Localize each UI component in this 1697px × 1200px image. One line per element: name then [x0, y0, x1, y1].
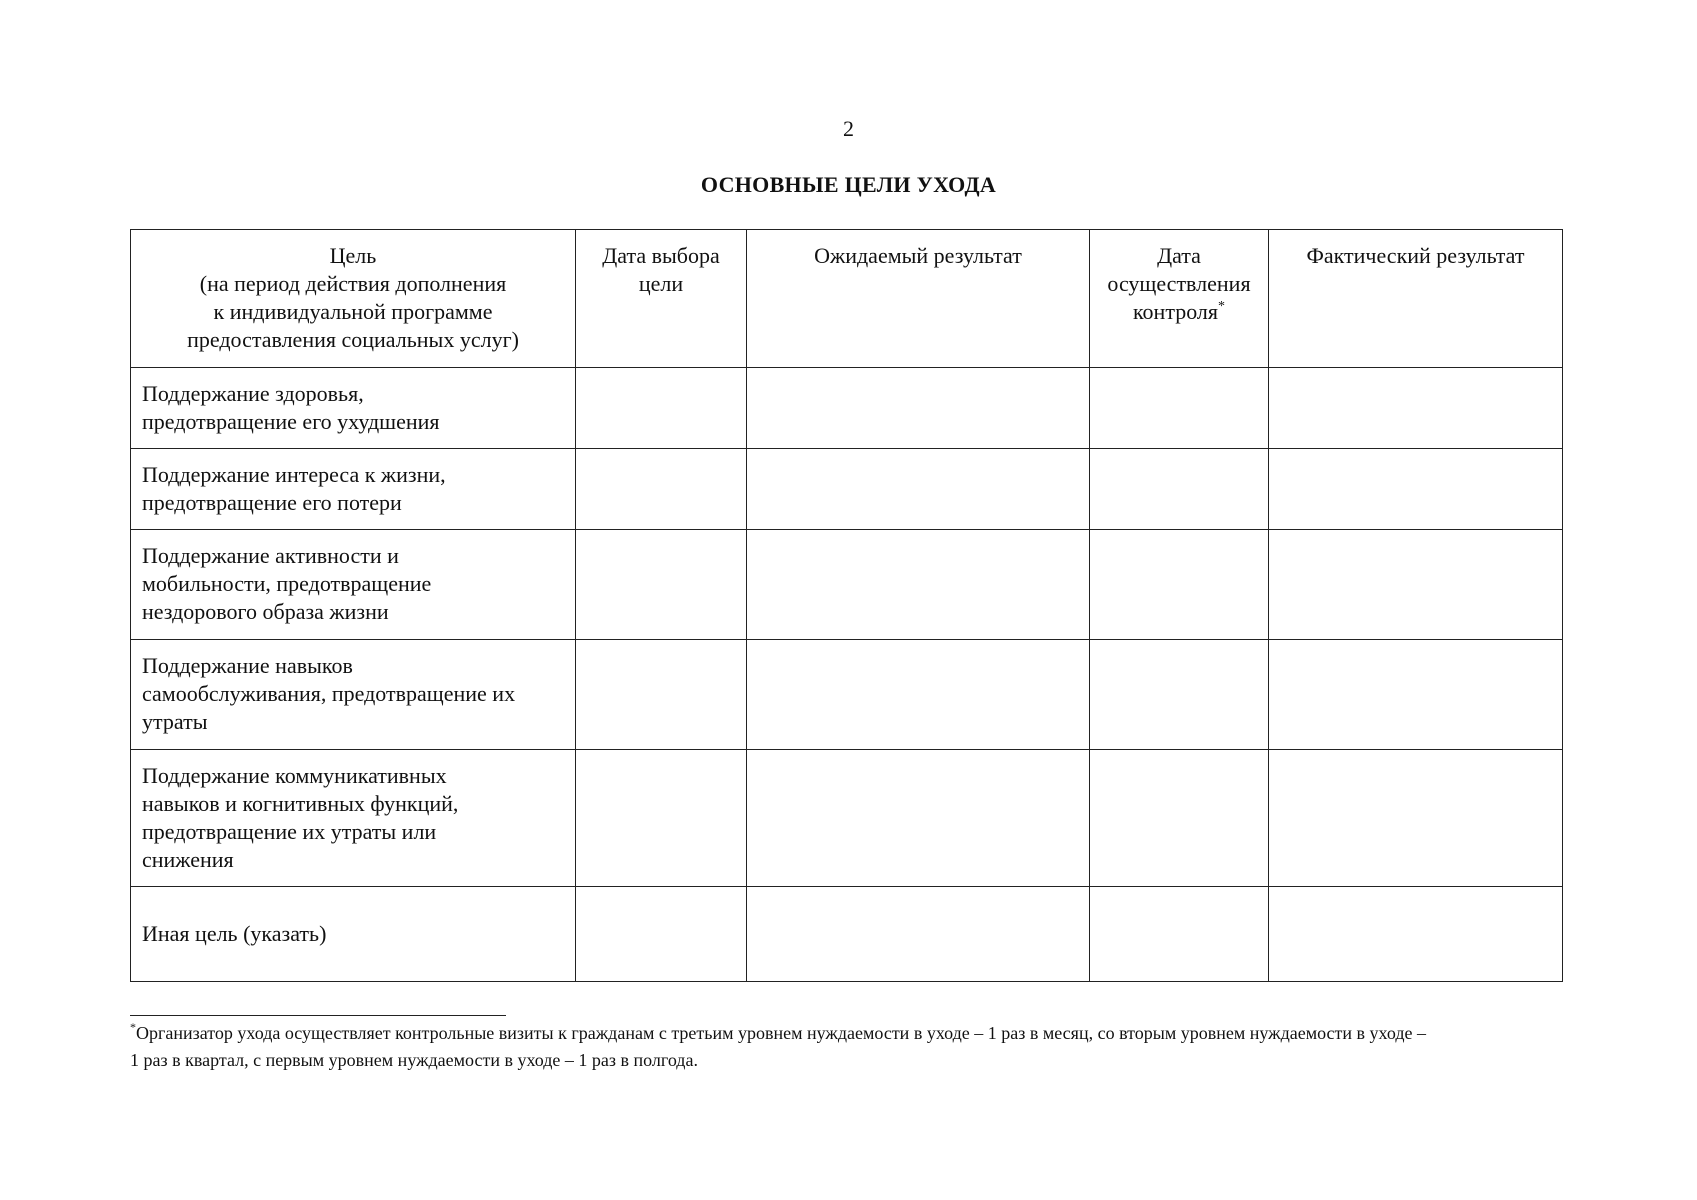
actual-result-cell[interactable]: [1269, 640, 1563, 750]
footnote-marker: *: [1218, 299, 1226, 314]
goal-cell: Поддержание интереса к жизни, предотвращение его потери: [131, 449, 576, 530]
footnote-line: Организатор ухода осуществляет контрольные визиты к гражданам с третьим уровнем нуждаемости в уходе – 1 раз в месяц, со вторым уровнем нуждаемости в уходе –: [136, 1023, 1426, 1043]
goal-cell: Иная цель (указать): [131, 887, 576, 982]
table-row: [131, 530, 1563, 640]
table-row: [131, 887, 1563, 982]
control-date-cell[interactable]: [1090, 640, 1269, 750]
page-number: 2: [843, 116, 854, 141]
goal-cell: Поддержание коммуникативных навыков и когнитивных функций, предотвращение их утраты или снижения: [131, 750, 576, 887]
selection-date-cell[interactable]: [576, 530, 747, 640]
control-date-cell[interactable]: [1090, 750, 1269, 887]
actual-result-cell[interactable]: [1269, 368, 1563, 449]
actual-result-cell[interactable]: [1269, 449, 1563, 530]
control-date-cell[interactable]: [1090, 887, 1269, 982]
table-row: [131, 640, 1563, 750]
footnote-line: 1 раз в квартал, с первым уровнем нуждаемости в уходе – 1 раз в полгода.: [130, 1050, 698, 1070]
care-goals-table: [130, 229, 1563, 982]
selection-date-cell[interactable]: [576, 750, 747, 887]
selection-date-cell[interactable]: [576, 887, 747, 982]
expected-result-cell[interactable]: [747, 530, 1090, 640]
footnote-separator: [130, 1015, 506, 1016]
header-goal: Цель (на период действия дополнения к индивидуальной программе предоставления социальных услуг): [131, 230, 576, 368]
expected-result-cell[interactable]: [747, 368, 1090, 449]
control-date-cell[interactable]: [1090, 530, 1269, 640]
actual-result-cell[interactable]: [1269, 530, 1563, 640]
footnote-mark: *: [130, 1020, 136, 1034]
expected-result-cell[interactable]: [747, 887, 1090, 982]
selection-date-cell[interactable]: [576, 368, 747, 449]
header-actual-result: Фактический результат: [1269, 230, 1563, 368]
selection-date-cell[interactable]: [576, 449, 747, 530]
footnote: [130, 1020, 1600, 1074]
table-header-row: [131, 230, 1563, 368]
control-date-cell[interactable]: [1090, 449, 1269, 530]
table-row: [131, 449, 1563, 530]
actual-result-cell[interactable]: [1269, 887, 1563, 982]
goal-cell: Поддержание активности и мобильности, предотвращение нездорового образа жизни: [131, 530, 576, 640]
actual-result-cell[interactable]: [1269, 750, 1563, 887]
header-selection-date: Дата выбора цели: [576, 230, 747, 368]
selection-date-cell[interactable]: [576, 640, 747, 750]
expected-result-cell[interactable]: [747, 449, 1090, 530]
expected-result-cell[interactable]: [747, 750, 1090, 887]
table-row: [131, 368, 1563, 449]
goal-cell: Поддержание навыков самообслуживания, предотвращение их утраты: [131, 640, 576, 750]
expected-result-cell[interactable]: [747, 640, 1090, 750]
header-expected-result: Ожидаемый результат: [747, 230, 1090, 368]
goal-cell: Поддержание здоровья, предотвращение его ухудшения: [131, 368, 576, 449]
page-title: ОСНОВНЫЕ ЦЕЛИ УХОДА: [700, 172, 997, 197]
header-control-date: Дата осуществления контроля*: [1090, 230, 1269, 368]
control-date-cell[interactable]: [1090, 368, 1269, 449]
table-row: [131, 750, 1563, 887]
